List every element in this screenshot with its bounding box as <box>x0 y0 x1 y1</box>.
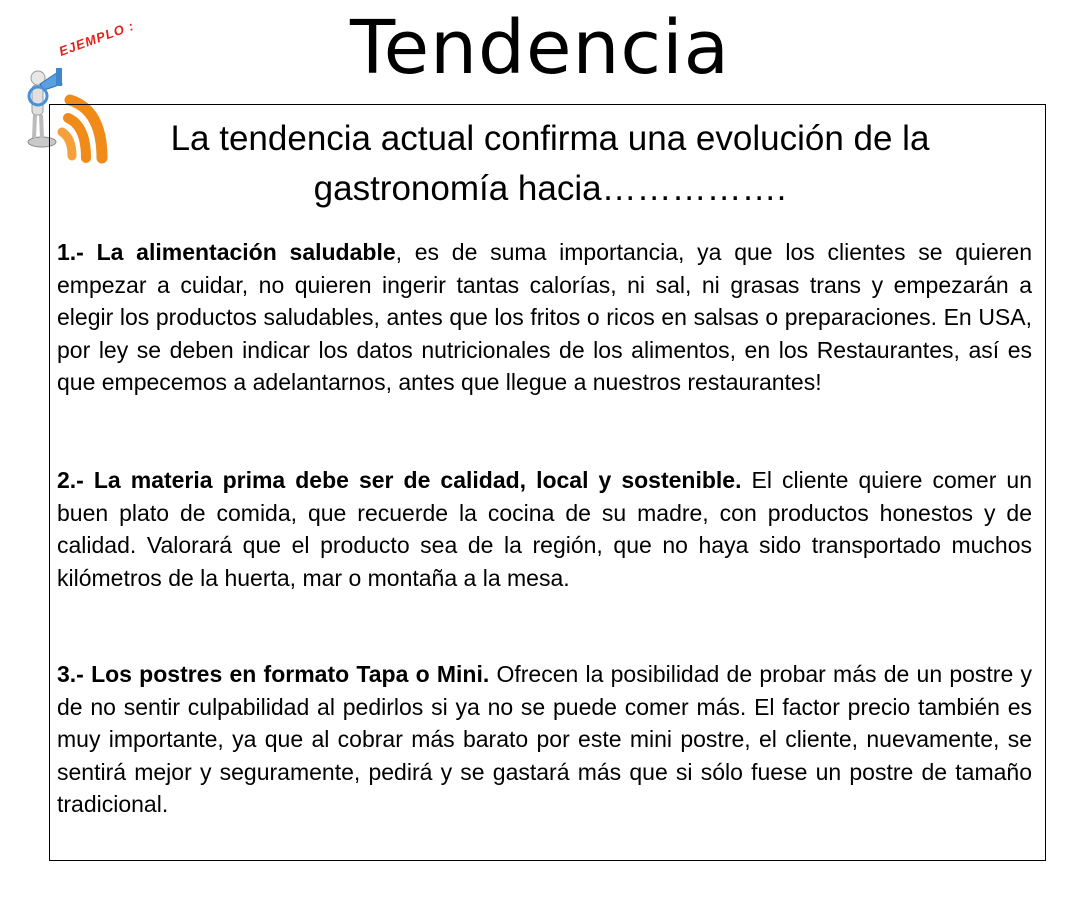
paragraph-1-heading: 1.- La alimentación saludable <box>57 239 396 265</box>
subtitle-line-1: La tendencia actual confirma una evolución de la <box>170 119 930 158</box>
paragraph-2 <box>57 464 1032 594</box>
subtitle-line-2: gastronomía hacia……………. <box>313 169 787 208</box>
paragraph-2-body: El cliente quiere comer un buen plato de comida, que recuerde la cocina de su madre, con productos honestos y de calidad. Valorará que el producto sea de la región, que no haya sido transportado muchos kilómetros de la huerta, mar o montaña a la mesa. <box>57 467 1032 591</box>
paragraph-1 <box>57 236 1032 399</box>
subtitle <box>60 114 1040 214</box>
page-title: Tendencia <box>349 5 731 91</box>
paragraph-3-heading: 3.- Los postres en formato Tapa o Mini. <box>57 661 490 687</box>
paragraph-2-heading: 2.- La materia prima debe ser de calidad, local y sostenible. <box>57 467 742 493</box>
paragraph-1-body: , es de suma importancia, ya que los clientes se quieren empezar a cuidar, no quieren ingerir tantas calorías, ni sal, ni grasas trans y empezarán a elegir los productos saludables, antes que los fritos o ricos en salsas o preparaciones. En USA, por ley se deben indicar los datos nutricionales de los alimentos, en los Restaurantes, así es que empecemos a adelantarnos, antes que llegue a nuestros restaurantes! <box>57 239 1032 395</box>
paragraph-3 <box>57 658 1032 821</box>
paragraph-3-body: Ofrecen la posibilidad de probar más de un postre y de no sentir culpabilidad al pedirlos si ya no se puede comer más. El factor precio también es muy importante, ya que al cobrar más barato por este mini postre, el cliente, nuevamente, se sentirá mejor y seguramente, pedirá y se gastará más que si sólo fuese un postre de tamaño tradicional. <box>57 661 1032 817</box>
ejemplo-label: EJEMPLO : <box>56 17 137 59</box>
